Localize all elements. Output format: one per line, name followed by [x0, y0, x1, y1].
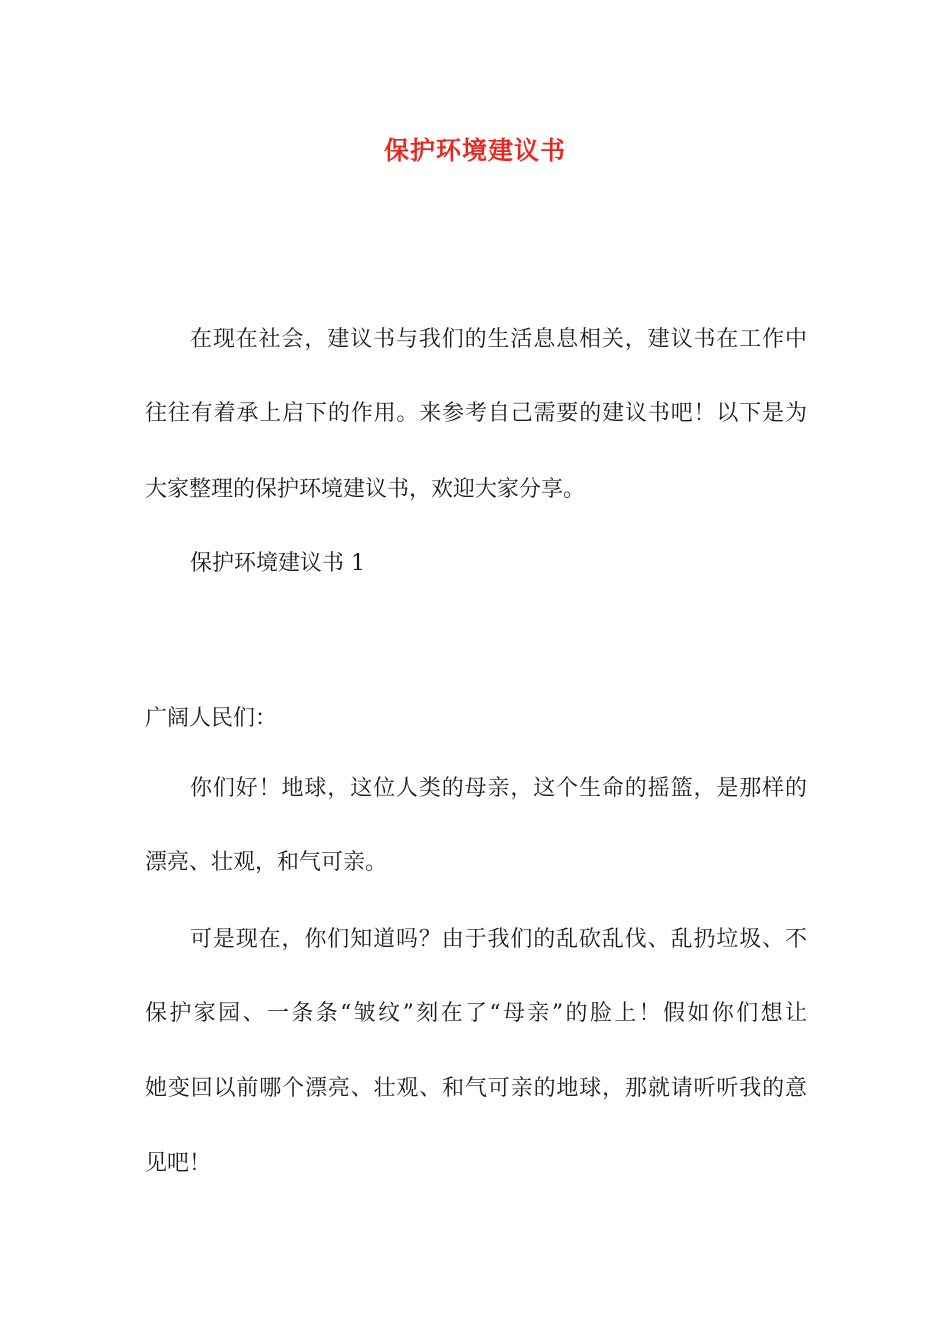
para2-line-1: 可是现在，你们知道吗？由于我们的乱砍乱伐、乱扔垃圾、不: [190, 927, 807, 952]
para2-line-3: 她变回以前哪个漂亮、壮观、和气可亲的地球，那就请听听我的意: [145, 1076, 807, 1101]
intro-line-2: 往往有着承上启下的作用。来参考自己需要的建议书吧！以下是为: [145, 401, 807, 426]
salutation: 广阔人民们：: [145, 706, 278, 731]
intro-line-1: 在现在社会，建议书与我们的生活息息相关，建议书在工作中: [190, 327, 807, 352]
para2-line-2: 保护家园、一条条“皱纹”刻在了“母亲”的脸上！假如你们想让: [145, 1001, 807, 1026]
para1-line-2: 漂亮、壮观，和气可亲。: [145, 850, 388, 875]
para2-line-4: 见吧！: [145, 1151, 212, 1176]
intro-line-3: 大家整理的保护环境建议书，欢迎大家分享。: [145, 477, 586, 502]
section-heading: 保护环境建议书 1: [190, 551, 365, 576]
para1-line-1: 你们好！地球，这位人类的母亲，这个生命的摇篮，是那样的: [190, 776, 807, 801]
document-title: 保护环境建议书: [383, 136, 566, 165]
